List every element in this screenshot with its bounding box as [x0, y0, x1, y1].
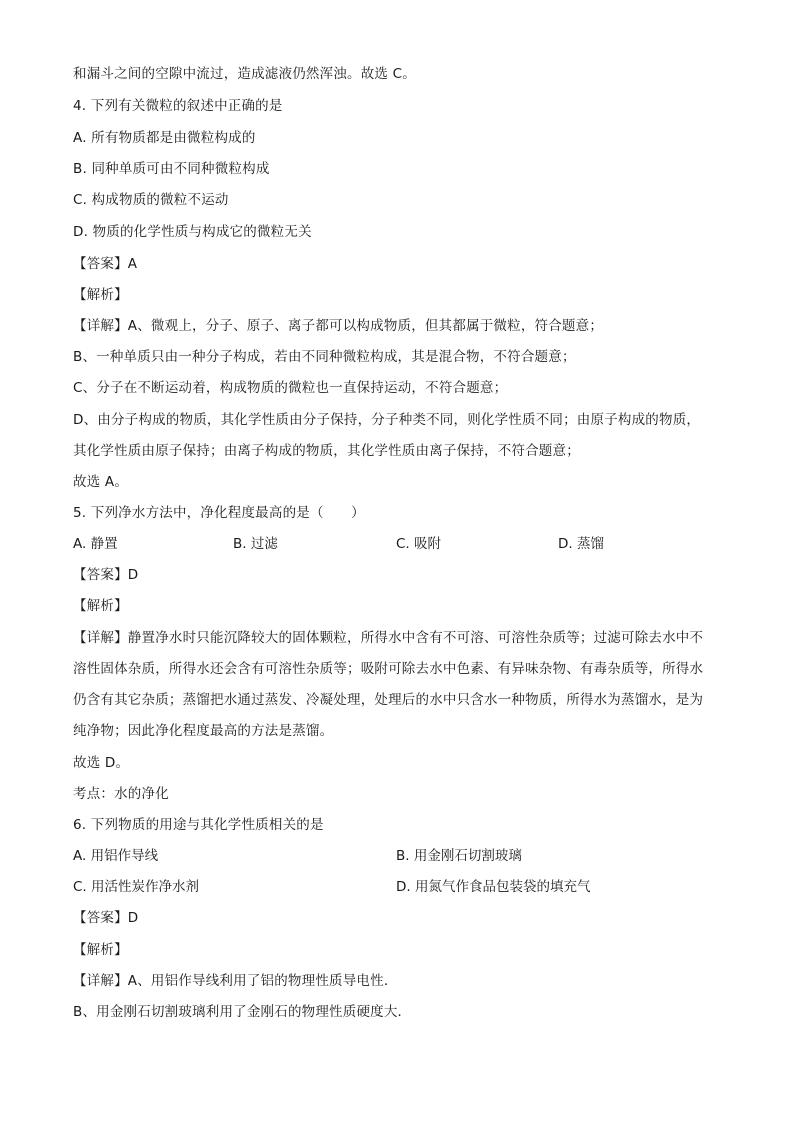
- explanation-line: 【详解】A、用铝作导线利用了铝的物理性质导电性．: [73, 973, 398, 989]
- explanation-line: 【详解】A、微观上，分子、原子、离子都可以构成物质，但其都属于微粒，符合题意；: [73, 318, 604, 334]
- q6-option-b: B. 用金刚石切割玻璃: [396, 848, 522, 864]
- question-4-stem: 4. 下列有关微粒的叙述中正确的是: [73, 98, 283, 114]
- option-line: B. 同种单质可由不同种微粒构成: [73, 161, 270, 177]
- answer-label: 【答案】A: [73, 256, 138, 272]
- q5-option-b: B. 过滤: [233, 536, 278, 552]
- q5-option-a: A. 静置: [73, 536, 118, 552]
- explanation-line: 纯净物；因此净化程度最高的方法是蒸馏。: [73, 723, 334, 739]
- conclusion-line: 故选 A。: [73, 474, 129, 490]
- explanation-line: C、分子在不断运动着，构成物质的微粒也一直保持运动，不符合题意；: [73, 380, 508, 396]
- explanation-line: 溶性固体杂质，所得水还会含有可溶性杂质等；吸附可除去水中色素、有异味杂物、有毒杂质等，所得水: [73, 661, 704, 677]
- analysis-label: 【解析】: [73, 942, 128, 958]
- option-line: D. 物质的化学性质与构成它的微粒无关: [73, 224, 312, 240]
- q6-option-d: D. 用氮气作食品包装袋的填充气: [396, 879, 591, 895]
- explanation-line: 其化学性质由原子保持；由离子构成的物质，其化学性质由离子保持，不符合题意；: [73, 443, 580, 459]
- option-line: C. 构成物质的微粒不运动: [73, 192, 229, 208]
- explanation-line: B、用金刚石切割玻璃利用了金刚石的物理性质硬度大．: [73, 1004, 412, 1020]
- q6-option-c: C. 用活性炭作净水剂: [73, 879, 200, 895]
- explanation-line: 仍含有其它杂质；蒸馏把水通过蒸发、冷凝处理，处理后的水中只含水一种物质，所得水为蒸馏水，是为: [73, 692, 704, 708]
- topic-line: 考点：水的净化: [73, 786, 169, 802]
- text-line: 和漏斗之间的空隙中流过，造成滤液仍然浑浊。故选 C。: [73, 66, 416, 82]
- answer-label: 【答案】D: [73, 910, 139, 926]
- conclusion-line: 故选 D。: [73, 755, 130, 771]
- question-5-stem: 5. 下列净水方法中，净化程度最高的是（ ）: [73, 505, 365, 521]
- explanation-line: 【详解】静置净水时只能沉降较大的固体颗粒，所得水中含有不可溶、可溶性杂质等；过滤可除去水中不: [73, 630, 704, 646]
- q5-option-c: C. 吸附: [396, 536, 442, 552]
- q6-option-a: A. 用铝作导线: [73, 848, 159, 864]
- explanation-line: D、由分子构成的物质，其化学性质由分子保持，分子种类不同，则化学性质不同；由原子构成的物质，: [73, 412, 701, 428]
- q5-option-d: D. 蒸馏: [558, 536, 604, 552]
- analysis-label: 【解析】: [73, 598, 128, 614]
- question-6-stem: 6. 下列物质的用途与其化学性质相关的是: [73, 817, 324, 833]
- explanation-line: B、一种单质只由一种分子构成，若由不同种微粒构成，其是混合物，不符合题意；: [73, 349, 576, 365]
- option-line: A. 所有物质都是由微粒构成的: [73, 130, 256, 146]
- analysis-label: 【解析】: [73, 287, 128, 303]
- answer-label: 【答案】D: [73, 567, 139, 583]
